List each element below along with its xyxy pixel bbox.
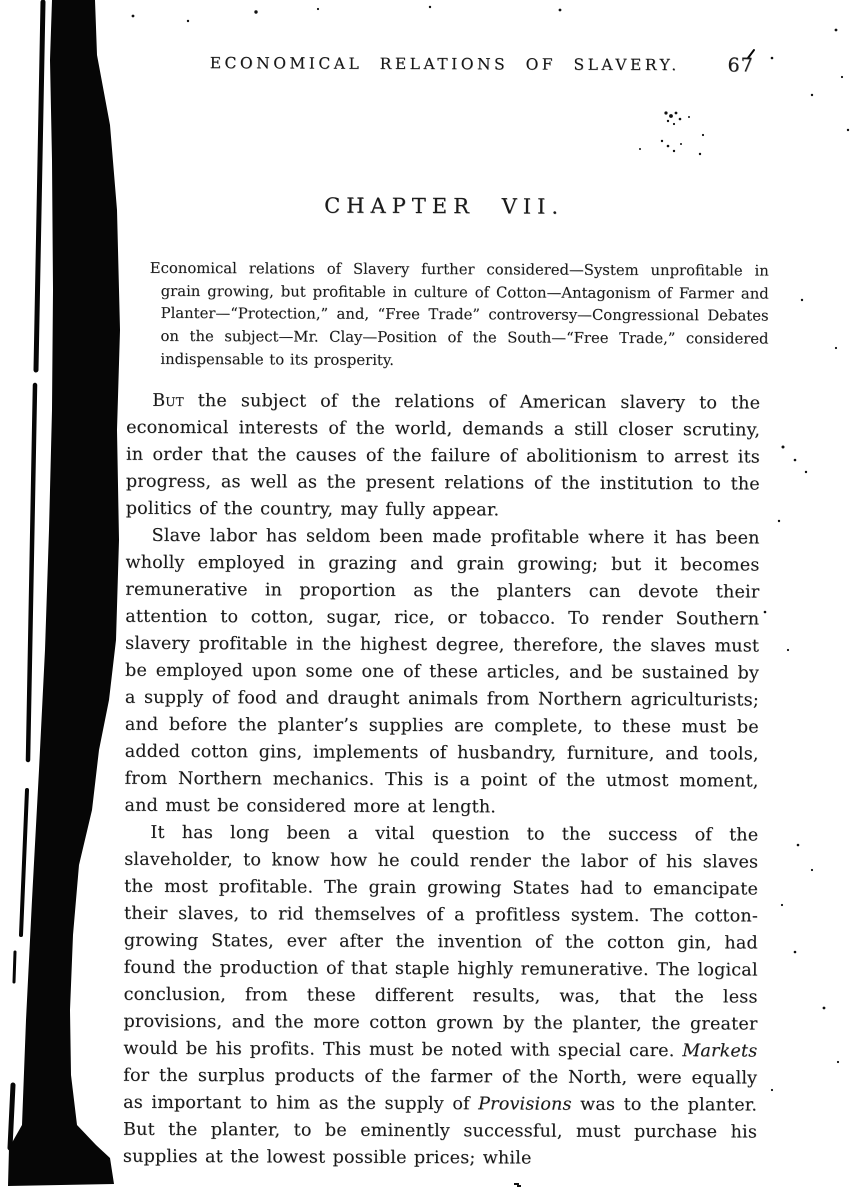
text-run: the subject of the relations of American slavery to the economical interests of the world, demands a still closer scrutiny, in order that the causes of the failure of abolitionism to arrest its progress, as well as the present relations of the institution to the politics of the country, may fully appear. [125, 390, 761, 521]
paragraph [126, 388, 761, 526]
text-run: Slave labor has seldom been made profitable where it has been wholly employed in grazing and grain growing; but it becomes remunerative in proportion as the planters can devote their attention to cotton, sugar, rice, or tobacco. To render Southern slavery profitable in the highest degree, therefore, the slaves must be employed upon some one of these articles, and be sustained by a supply of food and draught animals from Northern agriculturists; and before the planter’s supplies are complete, to these must be added cotton gins, implements of husbandry, furniture, and tools, from Northern mechanics. This is a point of the utmost moment, and must be considered more at length. [124, 525, 760, 818]
paragraph [124, 523, 759, 823]
text-run: Markets [682, 1041, 758, 1062]
text-run: But [152, 390, 184, 411]
chapter-heading: CHAPTER VII. [324, 193, 565, 219]
paragraph [123, 820, 759, 1174]
running-title: ECONOMICAL RELATIONS OF SLAVERY. [209, 54, 680, 75]
body-paragraphs [123, 388, 760, 1174]
text-run: Provisions [478, 1094, 572, 1115]
page-number: 67 [727, 54, 754, 77]
text-run: It has long been a vital question to the success of the slaveholder, to know how he could render the labor of his slaves the most profitable. The grain growing States had to emancipate their slaves, to rid themselves of a profitless system. The cotton-growing States, ever after the invention of the cotton gin, had found the production of that staple highly remunerative. The logical conclusion, from these different results, was, that the less provisions, and the more cotton grown by the planter, the greater would be his profits. This must be noted with special care. [123, 822, 759, 1062]
text-run: for the surplus products of the farmer of the North, were equally as important to him as the supply of [123, 1065, 758, 1115]
running-header [128, 54, 762, 81]
chapter-synopsis: Economical relations of Slavery further considered—System unprofitable in grain growing, but profitable in culture of Cotton—Antagonism of Farmer and Planter—“Protection,” and, “Free Trade” controversy—Congressional Debates on the subject—Mr. Clay—Position of the South—“Free Trade,” considered indispensable to its prosperity. [149, 259, 769, 369]
text-run: was to the planter. But the planter, to be eminently successful, must purchase his supplies at the lowest possible prices; while [122, 1094, 758, 1169]
